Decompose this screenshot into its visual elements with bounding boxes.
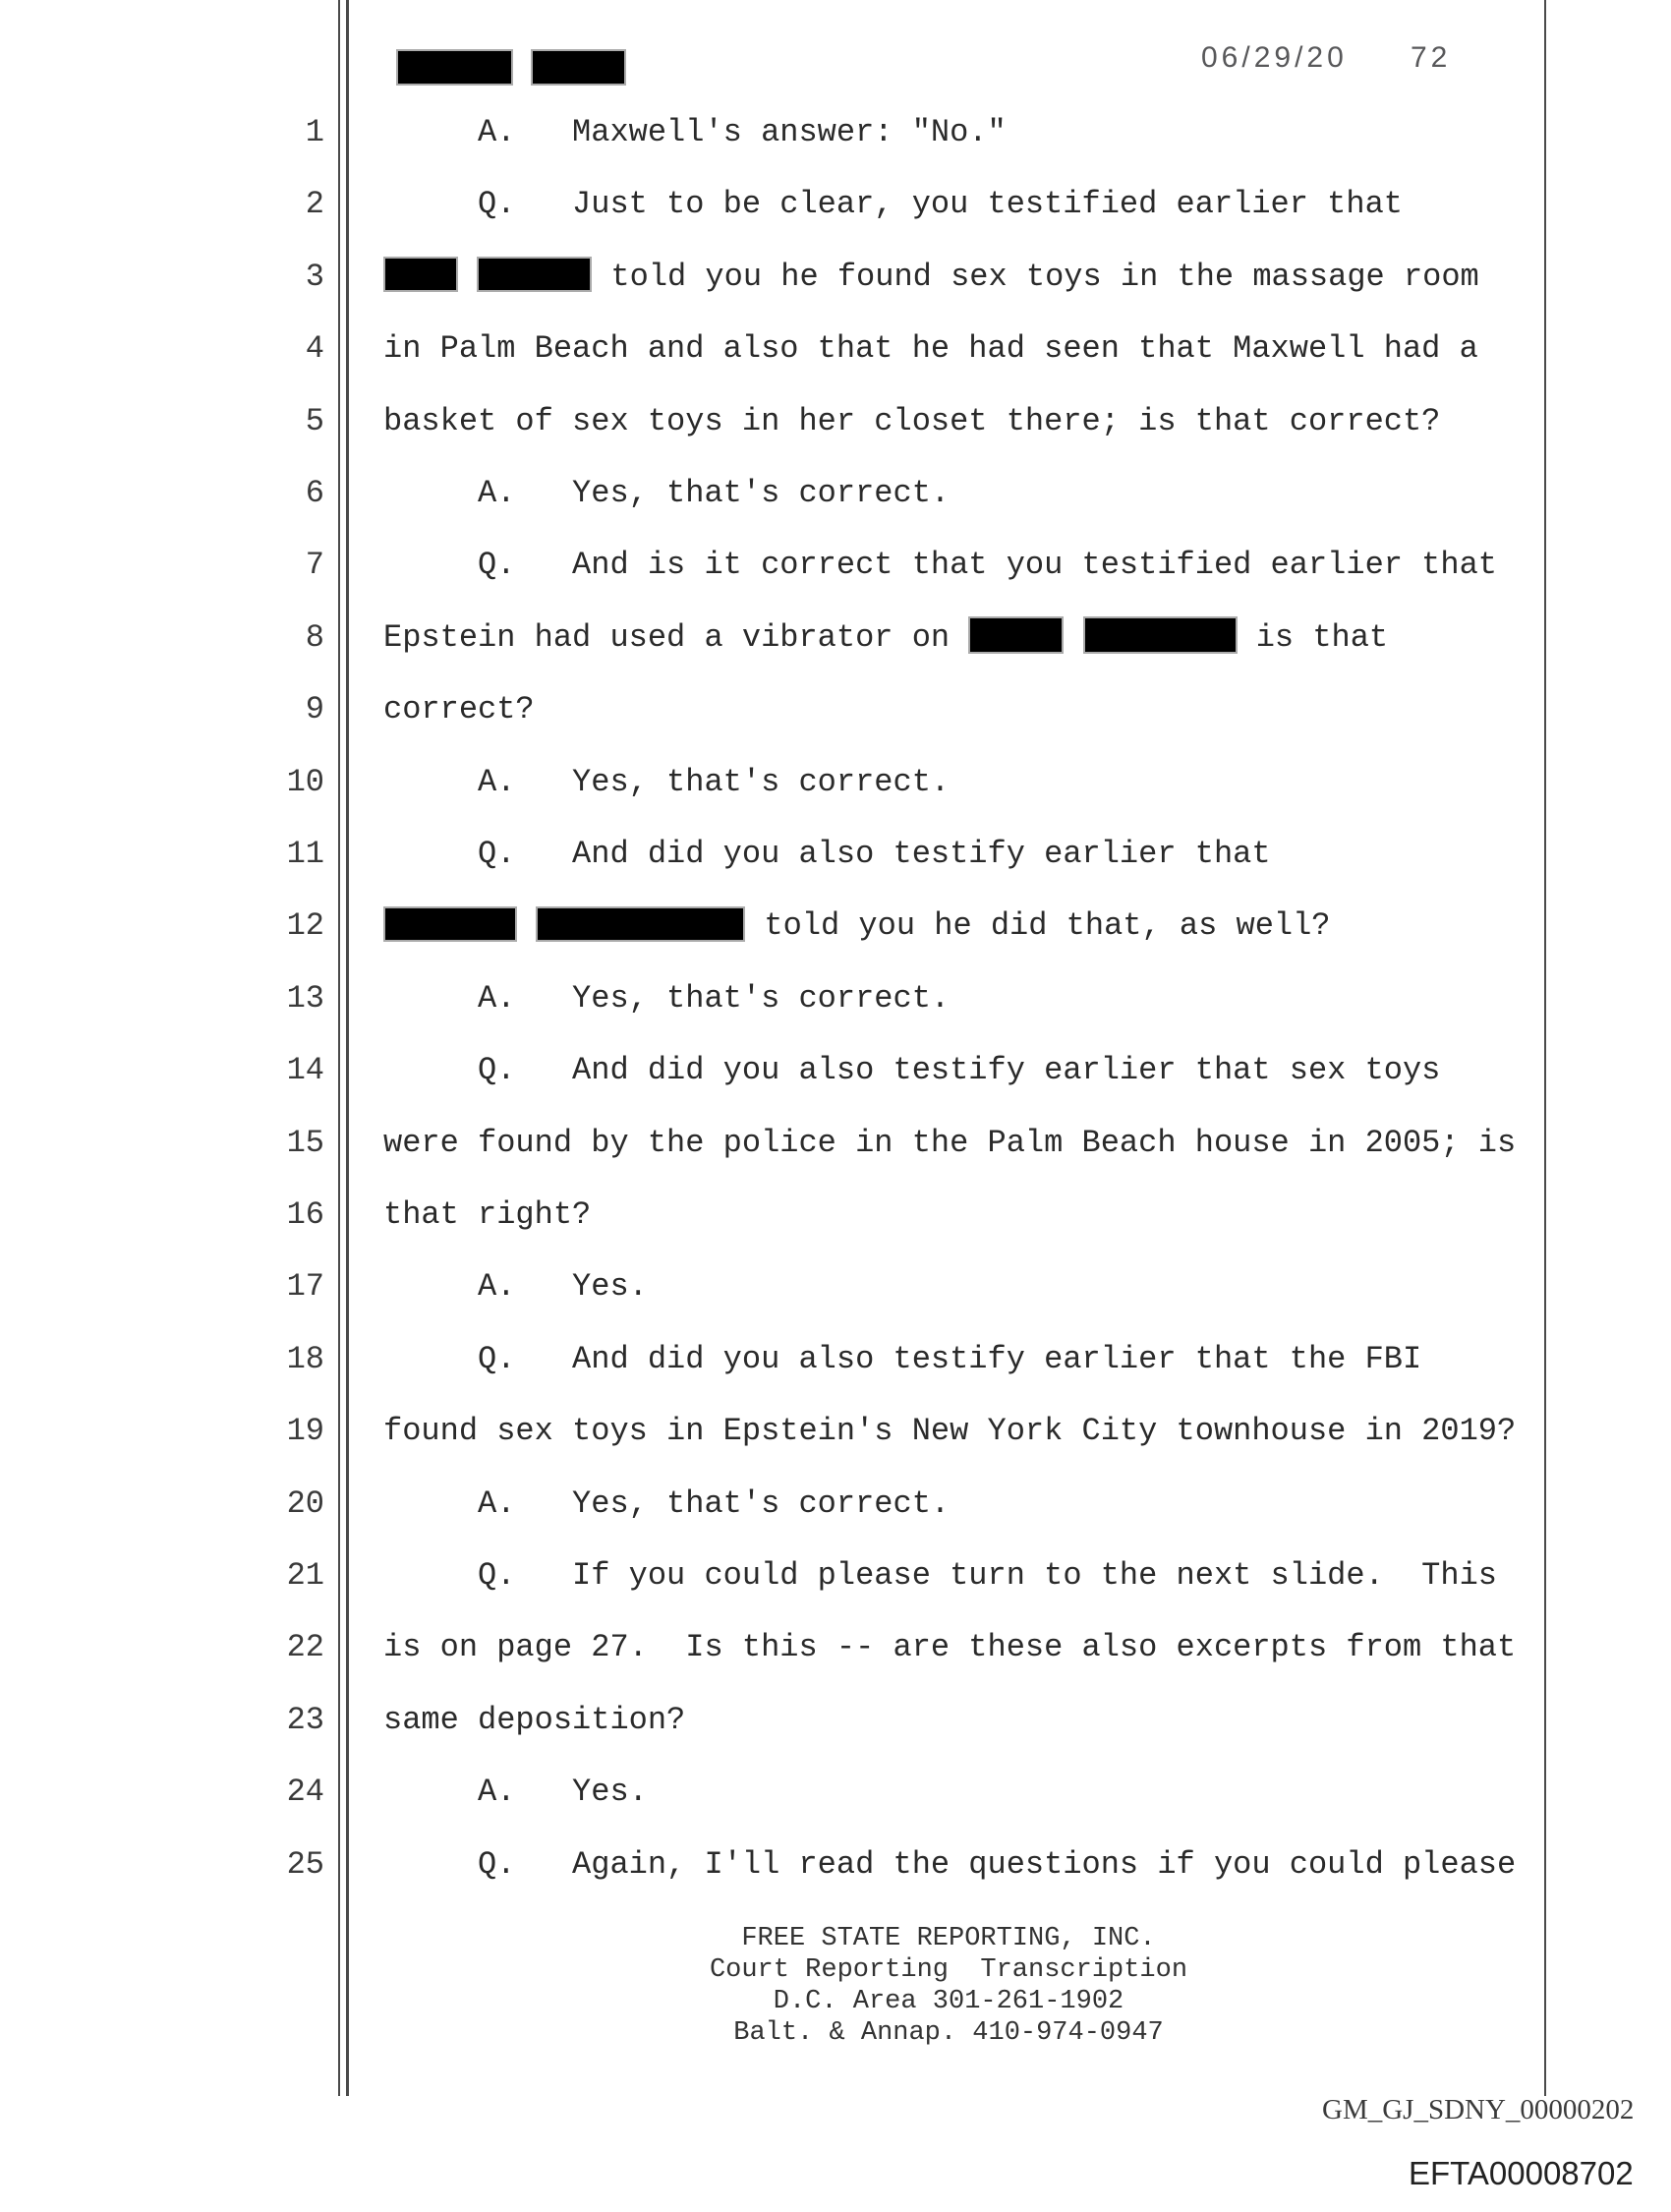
line-number: 24 [286,1774,324,1811]
transcript-line [0,1626,1671,1669]
line-text [383,1410,1516,1453]
transcript-line [0,904,1671,948]
text-segment: A. Maxwell's answer: "No." [383,114,1007,150]
line-number: 5 [305,402,324,439]
transcript-line [0,761,1671,804]
line-text [383,688,535,731]
line-number: 14 [286,1052,324,1089]
footer-phone-dc: D.C. Area 301-261-1902 [773,1987,1124,2016]
line-number: 23 [286,1701,324,1738]
transcript-line [0,1049,1671,1092]
text-segment: told you he did that, as well? [745,907,1331,945]
transcript-line [0,1410,1671,1453]
redaction-box [531,49,626,86]
transcript-line [0,1193,1671,1237]
text-segment [1064,619,1082,656]
line-number: 20 [286,1484,324,1522]
text-segment: that right? [383,1196,592,1233]
line-number: 6 [305,475,324,511]
line-number: 2 [305,186,324,223]
text-segment: A. Yes. [383,1268,648,1306]
text-segment: told you he found sex toys in the massage room [592,258,1479,295]
line-text [383,1193,591,1237]
redaction-box [536,906,745,942]
transcript-line [0,327,1671,371]
redaction-box [968,616,1064,654]
redaction-box [1083,616,1238,654]
text-segment: A. Yes, that's correct. [383,475,951,511]
header-page-number: 72 [1411,41,1452,74]
line-text [383,761,950,804]
text-segment: Q. Again, I'll read the questions if you could please [383,1845,1517,1883]
line-number: 10 [286,763,324,800]
footer-company: FREE STATE REPORTING, INC. [741,1924,1156,1953]
transcript-line [0,400,1671,443]
transcript-line [0,1771,1671,1814]
transcript-line [0,1338,1671,1381]
text-segment [458,259,477,295]
line-number: 3 [305,258,324,295]
line-text [383,904,1331,948]
line-text [383,472,950,515]
line-number: 16 [286,1196,324,1233]
transcript-line [0,1265,1671,1309]
line-text [383,1265,648,1309]
bates-stamp-efta: EFTA00008702 [1409,2155,1634,2191]
transcript-line [0,1699,1671,1742]
line-text [383,1771,648,1814]
transcript-line [0,977,1671,1020]
line-text [383,400,1440,443]
line-number: 13 [286,979,324,1017]
footer-service: Court Reporting Transcription [709,1955,1188,1985]
text-segment: Q. And did you also testify earlier that sex toys [383,1052,1441,1089]
line-text [383,183,1403,226]
redaction-box [383,257,458,292]
line-text [383,977,950,1020]
line-number: 21 [286,1557,324,1594]
transcript-line [0,1483,1671,1526]
redaction-box [477,257,592,292]
text-segment: Q. And did you also testify earlier that [383,836,1271,872]
text-segment: Epstein had used a vibrator on [383,618,969,656]
line-text [383,1699,685,1742]
redaction-box [383,906,517,942]
line-text [383,1122,1516,1165]
transcript-line [0,1554,1671,1598]
transcript-line [0,544,1671,587]
line-number: 25 [286,1845,324,1883]
text-segment: A. Yes, that's correct. [383,979,951,1017]
text-segment: is that [1237,618,1389,656]
text-segment: correct? [383,691,535,728]
transcript-line [0,256,1671,299]
line-text [383,327,1478,371]
text-segment: Q. And is it correct that you testified earlier that [383,547,1497,584]
text-segment: found sex toys in Epstein's New York City townhouse in 2019? [383,1413,1517,1450]
redaction-box [396,49,513,86]
line-text [383,1843,1516,1887]
text-segment: is on page 27. Is this -- are these also excerpts from that [383,1629,1517,1666]
line-number: 15 [286,1124,324,1161]
line-number: 1 [305,114,324,150]
line-number: 9 [305,691,324,728]
line-number: 7 [305,547,324,584]
text-segment: basket of sex toys in her closet there; is that correct? [383,402,1441,439]
line-number: 19 [286,1413,324,1450]
transcript-line [0,833,1671,876]
line-number: 4 [305,330,324,368]
footer-phone-balt: Balt. & Annap. 410-974-0947 [733,2018,1164,2048]
line-text [383,1626,1516,1669]
line-text [383,1338,1421,1381]
line-number: 18 [286,1340,324,1377]
line-number: 17 [286,1268,324,1306]
text-segment: same deposition? [383,1701,686,1738]
transcript-line [0,1122,1671,1165]
line-text [383,1554,1497,1598]
transcript-line [0,1843,1671,1887]
line-number: 11 [286,836,324,872]
text-segment: A. Yes. [383,1774,648,1811]
text-segment: were found by the police in the Palm Beach house in 2005; is [383,1124,1517,1161]
transcript-line [0,183,1671,226]
bates-stamp-gj: GM_GJ_SDNY_00000202 [1322,2094,1635,2125]
line-number: 8 [305,618,324,656]
text-segment: A. Yes, that's correct. [383,1484,951,1522]
line-text [383,111,1007,154]
line-number: 22 [286,1629,324,1666]
line-number: 12 [286,907,324,945]
transcript-line [0,472,1671,515]
line-text [383,544,1497,587]
transcript-line [0,616,1671,660]
transcript-line [0,111,1671,154]
text-segment: Q. If you could please turn to the next slide. This [383,1557,1497,1594]
line-text [383,1049,1440,1092]
reporter-footer [383,1923,1514,2049]
header-date: 06/29/20 [1201,41,1348,74]
text-segment: A. Yes, that's correct. [383,763,951,800]
transcript-line [0,688,1671,731]
line-text [383,1483,950,1526]
text-segment: in Palm Beach and also that he had seen that Maxwell had a [383,330,1478,368]
text-segment [517,907,536,944]
line-text [383,616,1388,660]
header-redactions [396,49,626,86]
text-segment: Q. And did you also testify earlier that the FBI [383,1340,1422,1377]
text-segment: Q. Just to be clear, you testified earlier that [383,186,1403,223]
line-text [383,256,1479,299]
line-text [383,833,1271,876]
